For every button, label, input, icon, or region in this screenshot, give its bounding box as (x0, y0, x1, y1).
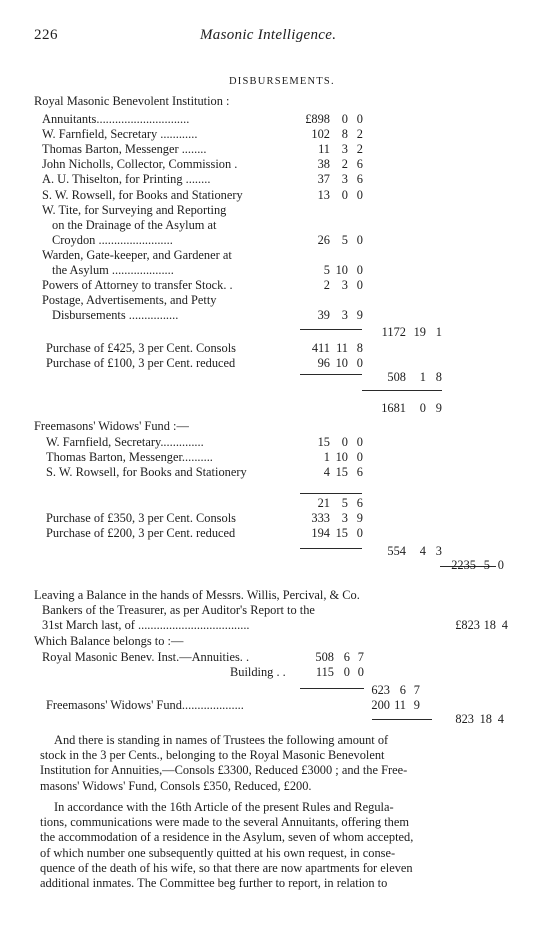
rmbi-total-pounds: 623 (371, 683, 390, 697)
ledger-shillings: 11 (336, 341, 348, 355)
ledger-shillings: 0 (341, 187, 348, 202)
rule (300, 374, 362, 375)
building-label: Building . . (230, 665, 286, 679)
ledger-label: S. W. Rowsell, for Books and Stationery (42, 187, 243, 202)
ledger-pence: 0 (356, 263, 363, 277)
ledger-pounds: 102 (311, 127, 330, 142)
ledger-pounds: 26 (317, 232, 330, 247)
ledger-pounds: £898 (305, 112, 330, 126)
text-line: masons' Widows' Fund, Consols £350, Reduced, £200. (40, 778, 312, 793)
ledger-pounds: 4 (323, 465, 330, 480)
ledger-shillings: 10 (335, 356, 348, 370)
rmbi-total-shillings: 6 (399, 683, 406, 697)
final-pounds: 823 (455, 712, 474, 726)
ledger-pence: 0 (356, 187, 363, 202)
page-number: 226 (34, 27, 58, 43)
fwf-total-pounds: 554 (387, 544, 406, 558)
ledger-pence: 9 (356, 511, 363, 525)
rbi-purchase-total-pence: 8 (435, 370, 442, 384)
ledger-pence: 6 (356, 465, 363, 480)
ledger-label: Powers of Attorney to transfer Stock. . (42, 278, 233, 293)
ledger-shillings: 0 (341, 112, 348, 126)
ledger-label: W. Farnfield, Secretary.............. (46, 435, 204, 449)
running-title: Masonic Intelligence. (200, 27, 337, 43)
ledger-label: Thomas Barton, Messenger ........ (42, 142, 207, 157)
balance-shillings: 18 (483, 618, 496, 632)
text-line: tions, communications were made to the several Annuitants, offering them (40, 815, 409, 830)
ledger-pounds: 194 (311, 526, 330, 540)
rule (372, 719, 432, 720)
ledger-shillings: 3 (341, 278, 348, 293)
rbi-purchase-total-pounds: 508 (387, 370, 406, 384)
ledger-pence: 9 (356, 308, 363, 323)
fwf-heading: Freemasons' Widows' Fund :— (34, 419, 189, 433)
ledger-pence: 2 (356, 127, 363, 142)
balance-line-2: Bankers of the Treasurer, as per Auditor's Report to the (42, 603, 315, 617)
ledger-label: Purchase of £100, 3 per Cent. reduced (46, 356, 236, 370)
final-pence: 4 (497, 712, 504, 726)
ledger-shillings: 10 (335, 263, 348, 277)
ledger-pence: 0 (356, 435, 363, 449)
ledger-pence: 0 (356, 450, 363, 465)
rule (300, 493, 362, 494)
ledger-pence: 0 (356, 112, 363, 126)
ledger-label: W. Tite, for Surveying and Reporting (42, 202, 227, 217)
ledger-label: Thomas Barton, Messenger.......... (46, 450, 213, 465)
ledger-pence: 0 (356, 526, 363, 540)
ledger-pounds: 2 (323, 278, 330, 293)
ledger-label: the Asylum .................... (52, 263, 174, 277)
paragraph-asylum (40, 800, 502, 891)
fwf-balance-pence: 9 (413, 698, 420, 712)
ledger-pounds: 333 (311, 511, 330, 525)
ledger-pounds: 15 (317, 435, 330, 449)
ledger-label: Purchase of £425, 3 per Cent. Consols (46, 341, 236, 355)
text-line: Institution for Annuities,—Consols £3300, Reduced £3000 ; and the Free- (40, 763, 408, 778)
ledger-pence: 0 (356, 232, 363, 247)
text-line: of which number one subsequently quitted at his own request, in conse- (40, 845, 396, 860)
ledger-label: Postage, Advertisements, and Petty (42, 293, 217, 308)
building-shillings: 0 (343, 665, 350, 679)
text-line: In accordance with the 16th Article of the present Rules and Regula- (54, 800, 394, 814)
ledger-shillings: 3 (341, 511, 348, 525)
fwf-total-pence: 3 (435, 544, 442, 558)
text-line: the accommodation of a residence in the Asylum, seven of whom accepted, (40, 830, 414, 845)
ledger-label: Purchase of £350, 3 per Cent. Consols (46, 511, 236, 525)
fwf-balance-shillings: 11 (394, 698, 406, 712)
grand-total-shillings: 5 (483, 558, 490, 572)
ledger-pence: 6 (356, 172, 363, 187)
rmbi-total-pence: 7 (413, 683, 420, 697)
building-pounds: 115 (315, 665, 334, 679)
ledger-pence: 2 (356, 142, 363, 157)
rmbi-label: Royal Masonic Benev. Inst.—Annuities. . (42, 650, 250, 664)
ledger-shillings: 3 (341, 308, 348, 323)
rule (300, 329, 362, 330)
text-line: quence of the death of his wife, so that there are now apartments for eleven (40, 860, 413, 875)
rbi-purchase-total-shillings: 1 (419, 370, 426, 384)
ledger-pounds: 39 (317, 308, 330, 323)
balance-pence: 4 (501, 618, 508, 632)
fwf-subtotal-shillings: 5 (341, 496, 348, 510)
ledger-pounds: 5 (323, 263, 330, 277)
ledger-label: Warden, Gate-keeper, and Gardener at (42, 247, 232, 262)
fwf-subtotal-pounds: 21 (317, 496, 330, 510)
annuities-shillings: 6 (343, 650, 350, 664)
ledger-pounds: 38 (317, 157, 330, 172)
annuities-pounds: 508 (315, 650, 334, 664)
rbi-subtotal-pence: 1 (435, 325, 442, 339)
annuities-pence: 7 (357, 650, 364, 664)
fwf-subtotal-pence: 6 (356, 496, 363, 510)
rule (300, 548, 362, 549)
ledger-label: A. U. Thiselton, for Printing ........ (42, 172, 211, 187)
ledger-shillings: 0 (341, 435, 348, 449)
grand-total-pounds: 2235 (451, 558, 476, 572)
rbi-subtotal-pounds: 1172 (381, 325, 406, 339)
ledger-pounds: 13 (317, 187, 330, 202)
ledger-shillings: 2 (341, 157, 348, 172)
balance-line-1: Leaving a Balance in the hands of Messrs. Willis, Percival, & Co. (34, 588, 360, 602)
ledger-shillings: 8 (341, 127, 348, 142)
rule (362, 390, 442, 391)
balance-pounds: £823 (455, 618, 480, 632)
ledger-label: John Nicholls, Collector, Commission . (42, 157, 238, 172)
grand-total-pence: 0 (497, 558, 504, 572)
ledger-label: on the Drainage of the Asylum at (52, 217, 217, 232)
ledger-shillings: 3 (341, 172, 348, 187)
ledger-label: Purchase of £200, 3 per Cent. reduced (46, 526, 236, 540)
ledger-pounds: 1 (323, 450, 330, 465)
ledger-shillings: 3 (341, 142, 348, 157)
belongs-heading: Which Balance belongs to :— (34, 634, 184, 648)
building-pence: 0 (357, 665, 364, 679)
section-title: DISBURSEMENTS. (229, 76, 335, 87)
ledger-pence: 8 (356, 341, 363, 355)
ledger-label: Disbursements ................ (52, 308, 179, 323)
rule (300, 688, 364, 689)
final-shillings: 18 (479, 712, 492, 726)
rbi-heading: Royal Masonic Benevolent Institution : (34, 94, 230, 108)
ledger-shillings: 10 (335, 450, 348, 465)
rbi-total-shillings: 0 (419, 401, 426, 415)
paragraph-stock (40, 733, 502, 794)
rbi-total-pounds: 1681 (381, 401, 406, 415)
ledger-pence: 0 (356, 356, 363, 370)
ledger-shillings: 15 (335, 526, 348, 540)
ledger-label: Annuitants.............................. (42, 112, 190, 126)
fwf-balance-pounds: 200 (371, 698, 390, 712)
text-line: stock in the 3 per Cents., belonging to the Royal Masonic Benevolent (40, 748, 385, 763)
ledger-shillings: 5 (341, 232, 348, 247)
rbi-subtotal-shillings: 19 (413, 325, 426, 339)
rbi-total-pence: 9 (435, 401, 442, 415)
ledger-pounds: 11 (318, 142, 330, 157)
ledger-shillings: 15 (335, 465, 348, 480)
ledger-pounds: 96 (317, 356, 330, 370)
fwf-balance-label: Freemasons' Widows' Fund.................... (46, 698, 244, 712)
text-line: And there is standing in names of Trustees the following amount of (54, 733, 389, 747)
text-line: additional inmates. The Committee beg further to report, in relation to (40, 876, 388, 891)
ledger-label: Croydon ........................ (52, 232, 173, 247)
ledger-pounds: 411 (311, 341, 330, 355)
ledger-pence: 0 (356, 278, 363, 293)
balance-line-3: 31st March last, of .................................... (42, 618, 250, 632)
fwf-total-shillings: 4 (419, 544, 426, 558)
ledger-label: S. W. Rowsell, for Books and Stationery (46, 465, 247, 480)
ledger-label: W. Farnfield, Secretary ............ (42, 127, 198, 142)
ledger-pence: 6 (356, 157, 363, 172)
ledger-pounds: 37 (317, 172, 330, 187)
